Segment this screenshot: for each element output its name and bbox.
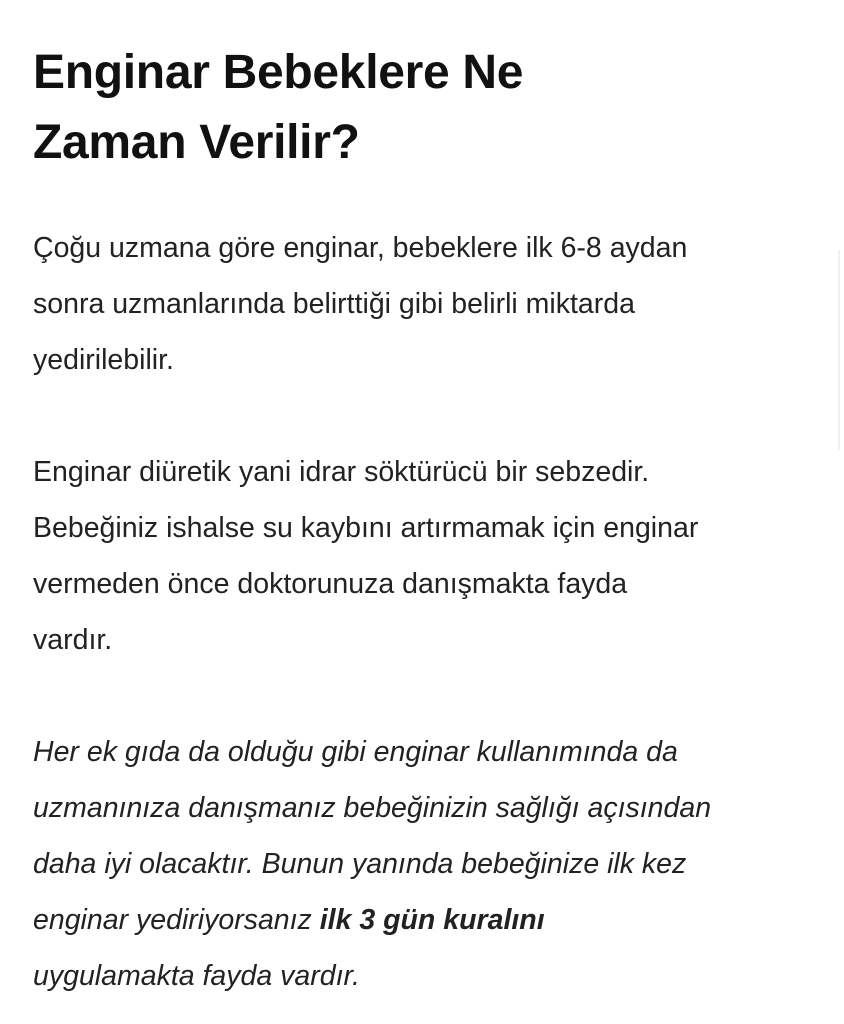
paragraph-line: vardır. — [33, 624, 113, 656]
paragraph-line: Enginar diüretik yani idrar söktürücü bir sebzedir. — [33, 456, 650, 488]
paragraph-age — [33, 220, 823, 388]
paragraph-line: sonra uzmanlarında belirttiği gibi belirli miktarda — [33, 288, 635, 320]
article-title — [33, 38, 673, 178]
paragraph-line — [33, 892, 823, 948]
paragraph-line: uygulamakta fayda vardır. — [33, 960, 360, 992]
title-line: Zaman Verilir? — [33, 116, 360, 169]
paragraph-line: Bebeğiniz ishalse su kaybını artırmamak için enginar — [33, 512, 699, 544]
paragraph-advice — [33, 724, 823, 1004]
paragraph-line: uzmanınıza danışmanız bebeğinizin sağlığı açısından — [33, 792, 712, 824]
paragraph-line: Her ek gıda da olduğu gibi enginar kullanımında da — [33, 736, 678, 768]
scroll-edge — [838, 250, 840, 450]
three-day-rule-emphasis: ilk 3 gün kuralını — [319, 904, 545, 936]
paragraph-line: Çoğu uzmana göre enginar, bebeklere ilk 6-8 aydan — [33, 232, 688, 264]
title-line: Enginar Bebeklere Ne — [33, 46, 524, 99]
paragraph-diuretic — [33, 444, 823, 668]
article — [33, 38, 823, 1004]
paragraph-line: yedirilebilir. — [33, 344, 174, 376]
paragraph-line: vermeden önce doktorunuza danışmakta fayda — [33, 568, 628, 600]
paragraph-line-prefix: enginar yediriyorsanız — [33, 904, 320, 936]
paragraph-line: daha iyi olacaktır. Bunun yanında bebeğinize ilk kez — [33, 848, 687, 880]
